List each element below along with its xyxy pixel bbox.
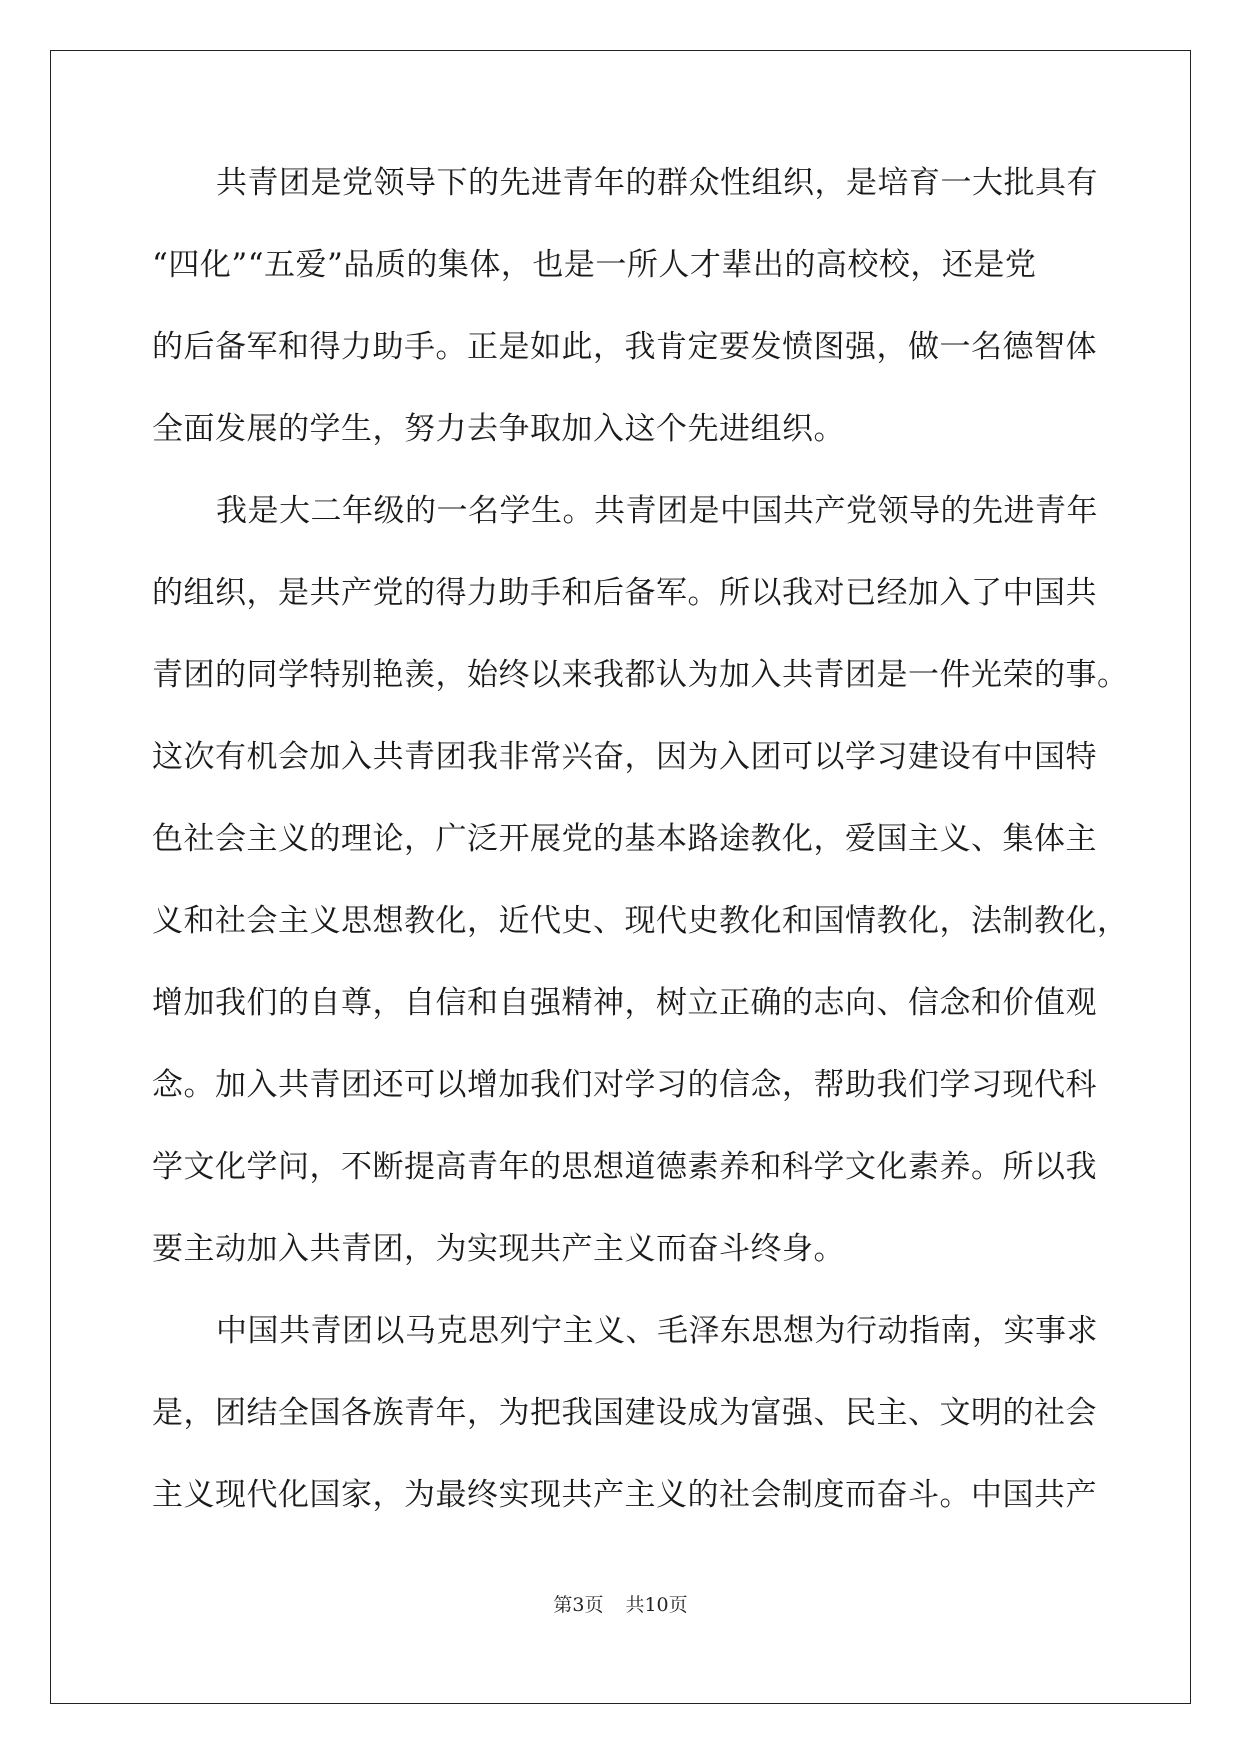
page-number: 第3页 <box>553 1594 604 1616</box>
text-line: 主义现代化国家，为最终实现共产主义的社会制度而奋斗。中国共产 <box>152 1477 1097 1513</box>
page-footer <box>0 1590 1241 1617</box>
text-line: 的组织，是共产党的得力助手和后备军。所以我对已经加入了中国共 <box>152 575 1097 611</box>
text-line: 色社会主义的理论，广泛开展党的基本路途教化，爱国主义、集体主 <box>152 821 1097 857</box>
text-line: 全面发展的学生，努力去争取加入这个先进组织。 <box>152 411 845 447</box>
text-line: 的后备军和得力助手。正是如此，我肯定要发愤图强，做一名德智体 <box>152 329 1097 365</box>
text-line: 中国共青团以马克思列宁主义、毛泽东思想为行动指南，实事求 <box>216 1313 1098 1349</box>
text-line: 念。加入共青团还可以增加我们对学习的信念，帮助我们学习现代科 <box>152 1067 1097 1103</box>
text-line: 这次有机会加入共青团我非常兴奋，因为入团可以学习建设有中国特 <box>152 739 1097 775</box>
text-line: “四化”“五爱”品质的集体，也是一所人才辈出的高校校，还是党 <box>152 247 1037 283</box>
text-line: 学文化学问，不断提高青年的思想道德素养和科学文化素养。所以我 <box>152 1149 1097 1185</box>
text-line: 是，团结全国各族青年，为把我国建设成为富强、民主、文明的社会 <box>152 1395 1097 1431</box>
text-line: 要主动加入共青团，为实现共产主义而奋斗终身。 <box>152 1231 845 1267</box>
document-body <box>152 163 1129 1557</box>
text-line: 青团的同学特别艳羡，始终以来我都认为加入共青团是一件光荣的事。 <box>152 657 1129 693</box>
text-line: 义和社会主义思想教化，近代史、现代史教化和国情教化，法制教化， <box>152 903 1129 939</box>
page-total: 共10页 <box>625 1594 688 1616</box>
text-line: 增加我们的自尊，自信和自强精神，树立正确的志向、信念和价值观 <box>152 985 1097 1021</box>
text-line: 我是大二年级的一名学生。共青团是中国共产党领导的先进青年 <box>216 493 1098 529</box>
text-line: 共青团是党领导下的先进青年的群众性组织，是培育一大批具有 <box>216 165 1098 201</box>
